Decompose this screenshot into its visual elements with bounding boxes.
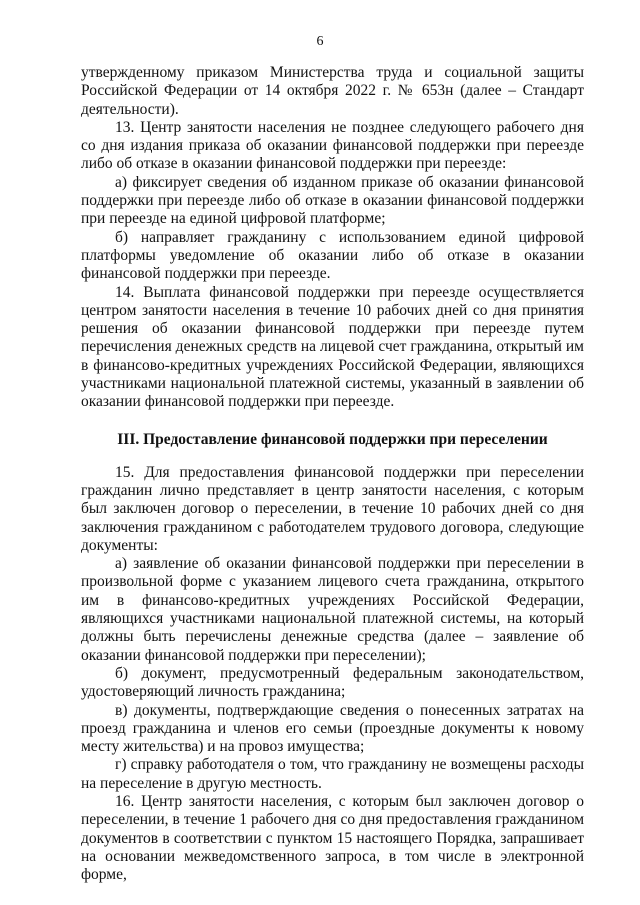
page-number: 6	[316, 34, 324, 49]
paragraph-continuation: утвержденному приказом Министерства труда и социальной защиты Российской Федерации от 14 октября 2022 г. № 653н (далее – Стандарт деятельности).	[81, 64, 584, 118]
paragraph-13-b: б) направляет гражданину с использованием единой цифровой платформы уведомление об оказании либо об отказе в оказании финансовой поддержки при переезде.	[81, 228, 584, 283]
paragraph-15-g: г) справку работодателя о том, что гражданину не возмещены расходы на переселение в другую местность.	[81, 756, 584, 792]
paragraph-13: 13. Центр занятости населения не позднее следующего рабочего дня со дня издания приказа об оказании финансовой поддержки при переезде либо об отказе в оказании финансовой поддержки при переезде:	[81, 118, 584, 173]
paragraph-15-a: а) заявление об оказании финансовой поддержки при переселении в произвольной форме с указанием лицевого счета гражданина, открытого им в финансово-кредитных учреждениях Российской Федерации, являющихся участниками национальной платежной системы, на который должны быть перечислены денежные средства (далее – заявление об оказании финансовой поддержки при переселении);	[81, 555, 584, 664]
paragraph-16: 16. Центр занятости населения, с которым был заключен договор о переселении, в течение 1 рабочего дня со дня предоставления гражданином документов в соответствии с пунктом 15 настоящего Порядка, запрашивает на основании межведомственного запроса, в том числе в электронной форме,	[81, 792, 584, 884]
paragraph-14: 14. Выплата финансовой поддержки при переезде осуществляется центром занятости населения в течение 10 рабочих дней со дня принятия решения об оказании финансовой поддержки при переезде путем перечисления денежных средств на лицевой счет гражданина, открытый им в финансово-кредитных учреждениях Российской Федерации, являющихся участниками национальной платежной системы, указанный в заявлении об оказании финансовой поддержки при переезде.	[81, 283, 584, 411]
paragraph-13-a: а) фиксирует сведения об изданном приказе об оказании финансовой поддержки при переезде либо об отказе в оказании финансовой поддержки при переезде на единой цифровой платформе;	[81, 173, 584, 228]
paragraph-15-b: б) документ, предусмотренный федеральным законодательством, удостоверяющий личность гражданина;	[81, 664, 584, 701]
paragraph-15-v: в) документы, подтверждающие сведения о понесенных затратах на проезд гражданина и членов его семьи (проездные документы к новому месту жительства) и на провоз имущества;	[81, 701, 584, 756]
section-heading: III. Предоставление финансовой поддержки при переселении	[117, 430, 548, 448]
paragraph-15: 15. Для предоставления финансовой поддержки при переселении гражданин лично представляет в центр занятости населения, с которым был заключен договор о переселении, в течение 10 рабочих дней со дня заключения гражданином с работодателем трудового договора, следующие документы:	[81, 463, 584, 554]
document-body	[81, 64, 584, 884]
